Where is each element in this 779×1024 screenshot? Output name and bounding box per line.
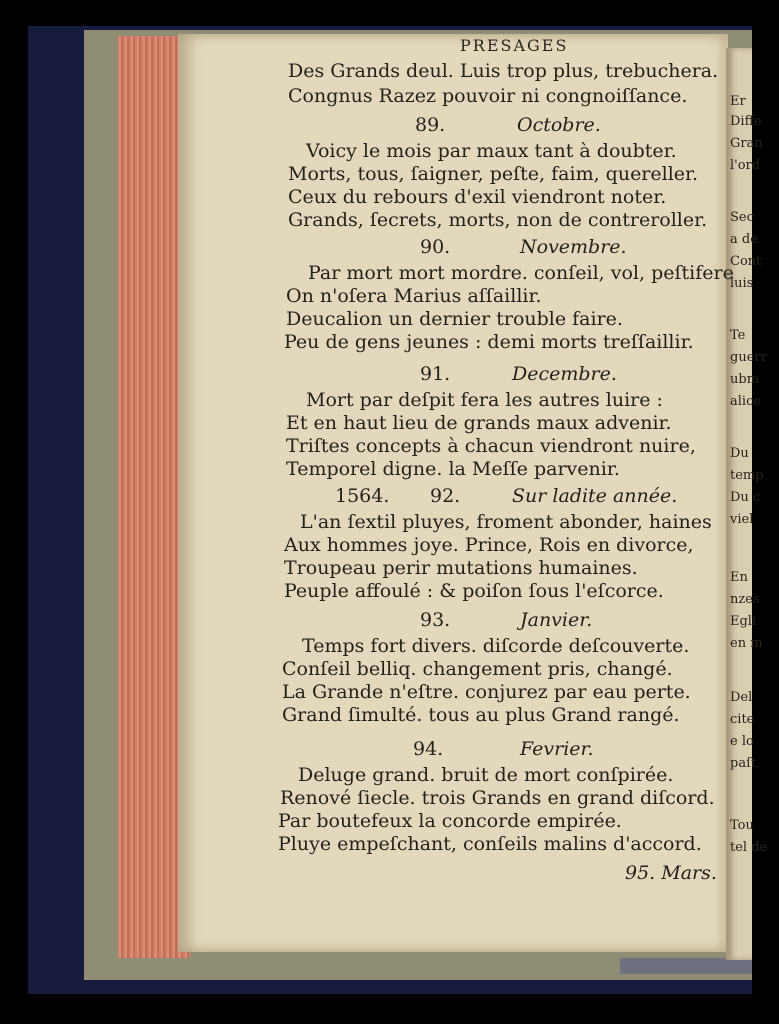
verse-line: Renové ſiecle. trois Grands en grand diſcord. (280, 787, 715, 809)
binding-strip (620, 958, 752, 974)
verse-line: Peu de gens jeunes : demi morts treſſaillir. (284, 331, 694, 353)
facing-page (726, 48, 768, 960)
stanza-number: 93. (420, 609, 451, 631)
verse-line: Temporel digne. la Meſſe parvenir. (286, 458, 620, 480)
verse-line: Peuple affoulé : & poiſon ſous l'eſcorce. (284, 580, 664, 602)
verse-line: Temps fort divers. diſcorde deſcouverte. (302, 635, 690, 657)
facing-page-fragment: Del (730, 690, 753, 705)
facing-page-fragment: e lo (730, 734, 754, 749)
stanza-number: 92. (430, 485, 461, 507)
catchword: 95. Mars. (625, 862, 717, 884)
verse-line: Triſtes concepts à chacun viendront nuire, (286, 435, 696, 457)
facing-page-fragment: Tou (730, 818, 754, 833)
verse-line: Troupeau perir mutations humaines. (284, 557, 638, 579)
facing-page-fragment: Du c (730, 490, 761, 505)
stanza-month: Fevrier. (520, 738, 594, 760)
facing-page-fragment: tel de (730, 840, 768, 855)
facing-page-fragment: nzes (730, 592, 760, 607)
facing-page-fragment: alice (730, 394, 762, 409)
verse-line: Ceux du rebours d'exil viendront noter. (288, 186, 667, 208)
verse-line: Des Grands deul. Luis trop plus, trebuchera. (288, 60, 719, 82)
stanza-month: Janvier. (520, 609, 593, 631)
verse-line: Voicy le mois par maux tant à doubter. (306, 140, 677, 162)
facing-page-fragment: cite (730, 712, 755, 727)
verse-line: Par mort mort mordre. conſeil, vol, peſtifere (308, 262, 734, 284)
facing-page-fragment: luis (730, 276, 754, 291)
verse-line: Pluye empeſchant, conſeils malins d'accord. (278, 833, 702, 855)
verse-line: Deluge grand. bruit de mort conſpirée. (298, 764, 674, 786)
facing-page-fragment: viel (730, 512, 754, 527)
stanza-number: 91. (420, 363, 451, 385)
facing-page-fragment: guerr (730, 350, 767, 365)
facing-page-fragment: ubm (730, 372, 760, 387)
facing-page-text (726, 48, 768, 960)
stanza-month: Novembre. (520, 236, 627, 258)
verse-line: Par boutefeux la concorde empirée. (278, 810, 622, 832)
verse-line: Aux hommes joye. Prince, Rois en divorce, (284, 534, 694, 556)
verse-line: L'an ſextil pluyes, froment abonder, haines (300, 511, 712, 533)
verse-line: Grands, ſecrets, morts, non de contreroller. (288, 209, 708, 231)
verse-line: Mort par deſpit fera les autres luire : (306, 389, 663, 411)
facing-page-fragment: temp (730, 468, 764, 483)
facing-page-fragment: Er (730, 94, 746, 109)
stanza-number: 90. (420, 236, 451, 258)
stanza-month: Sur ladite année. (512, 485, 678, 507)
facing-page-fragment: Te (730, 328, 746, 343)
facing-page-fragment: en m (730, 636, 763, 651)
verse-line: Congnus Razez pouvoir ni congnoiſſance. (288, 85, 688, 107)
facing-page-fragment: Sec (730, 210, 754, 225)
facing-page-fragment: a de (730, 232, 758, 247)
facing-page-fragment: Du (730, 446, 749, 461)
verse-line: Conſeil belliq. changement pris, changé. (282, 658, 673, 680)
facing-page-fragment: paſt, (730, 756, 761, 771)
facing-page-fragment: l'ord (730, 158, 761, 173)
running-header: PRESAGES (460, 36, 569, 55)
verse-line: La Grande n'eſtre. conjurez par eau perte. (282, 681, 691, 703)
verse-line: Morts, tous, ſaigner, peſte, faim, quereller. (288, 163, 699, 185)
stanza-number: 94. (413, 738, 444, 760)
facing-page-fragment: En (730, 570, 748, 585)
facing-page-fragment: Egli (730, 614, 757, 629)
facing-page-fragment: Cont (730, 254, 762, 269)
verse-line: Et en haut lieu de grands maux advenir. (286, 412, 672, 434)
facing-page-fragment: Diffe (730, 114, 762, 129)
verse-line: Deucalion un dernier trouble faire. (286, 308, 623, 330)
stanza-number: 89. (415, 114, 446, 136)
stanza-year: 1564. (335, 485, 390, 507)
verse-line: On n'oſera Marius aſſaillir. (286, 285, 542, 307)
stanza-month: Octobre. (517, 114, 601, 136)
stanza-month: Decembre. (512, 363, 617, 385)
facing-page-fragment: Gran (730, 136, 763, 151)
verse-line: Grand ſimulté. tous au plus Grand rangé. (282, 704, 680, 726)
